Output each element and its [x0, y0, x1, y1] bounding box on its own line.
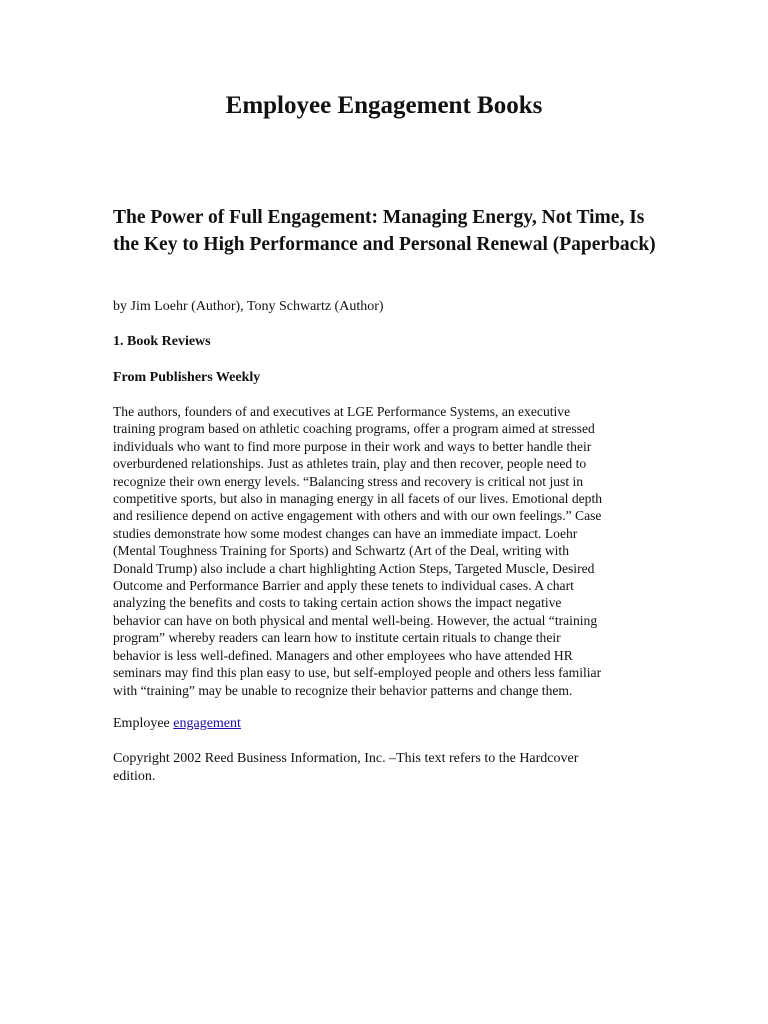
- copyright-notice: [113, 750, 658, 785]
- review-source-heading: From Publishers Weekly: [113, 370, 261, 385]
- review-line: training program based on athletic coaching programs, offer a program aimed at stressed: [113, 421, 595, 437]
- review-line: (Mental Toughness Training for Sports) and Schwartz (Art of the Deal, writing with: [113, 543, 570, 559]
- review-line: analyzing the benefits and costs to taking certain action shows the impact negative: [113, 595, 562, 611]
- book-title: The Power of Full Engagement: Managing Energy, Not Time, Is the Key to High Performance and Personal Renewal (Paperback): [113, 207, 656, 255]
- document-title: Employee Engagement Books: [225, 92, 543, 119]
- copyright-line: Copyright 2002 Reed Business Information, Inc. –This text refers to the Hardcover: [113, 751, 579, 766]
- link-prefix-text: Employee: [113, 716, 174, 731]
- copyright-line: edition.: [113, 768, 156, 784]
- section-heading-book-reviews: 1. Book Reviews: [113, 334, 211, 349]
- review-line: seminars may find this plan easy to use, but self-employed people and others less familiar: [113, 665, 602, 681]
- review-line: program” whereby readers can learn how to institute certain rituals to change their: [113, 630, 561, 646]
- employee-engagement-line: [113, 715, 658, 733]
- review-line: recognize their own energy levels. “Balancing stress and recovery is critical not just in: [113, 473, 584, 489]
- review-line: behavior can have on both physical and mental well-being. However, the actual “training: [113, 612, 598, 628]
- review-line: individuals who want to find more purpose in their work and ways to better handle their: [113, 438, 592, 454]
- review-line: competitive sports, but also in managing energy in all facets of our lives. Emotional depth: [113, 491, 603, 507]
- review-line: and resilience depend on active engagement with others and with our own feelings.” Case: [113, 508, 602, 524]
- review-line: behavior is less well-defined. Managers and other employees who have attended HR: [113, 647, 573, 663]
- review-line: studies demonstrate how some modest changes can have an immediate impact. Loehr: [113, 525, 578, 541]
- review-line: Donald Trump) also include a chart highlighting Action Steps, Targeted Muscle, Desired: [113, 560, 595, 576]
- review-line: The authors, founders of and executives at LGE Performance Systems, an executive: [113, 404, 571, 419]
- review-paragraph: [113, 403, 658, 699]
- review-line: Outcome and Performance Barrier and apply these tenets to individual cases. A chart: [113, 578, 574, 594]
- engagement-link[interactable]: engagement: [173, 716, 241, 731]
- review-line: with “training” may be unable to recognize their behavior patterns and change them.: [113, 682, 573, 698]
- book-authors: by Jim Loehr (Author), Tony Schwartz (Author): [113, 299, 384, 314]
- review-line: overburdened relationships. Just as athletes train, play and then recover, people need to: [113, 456, 587, 472]
